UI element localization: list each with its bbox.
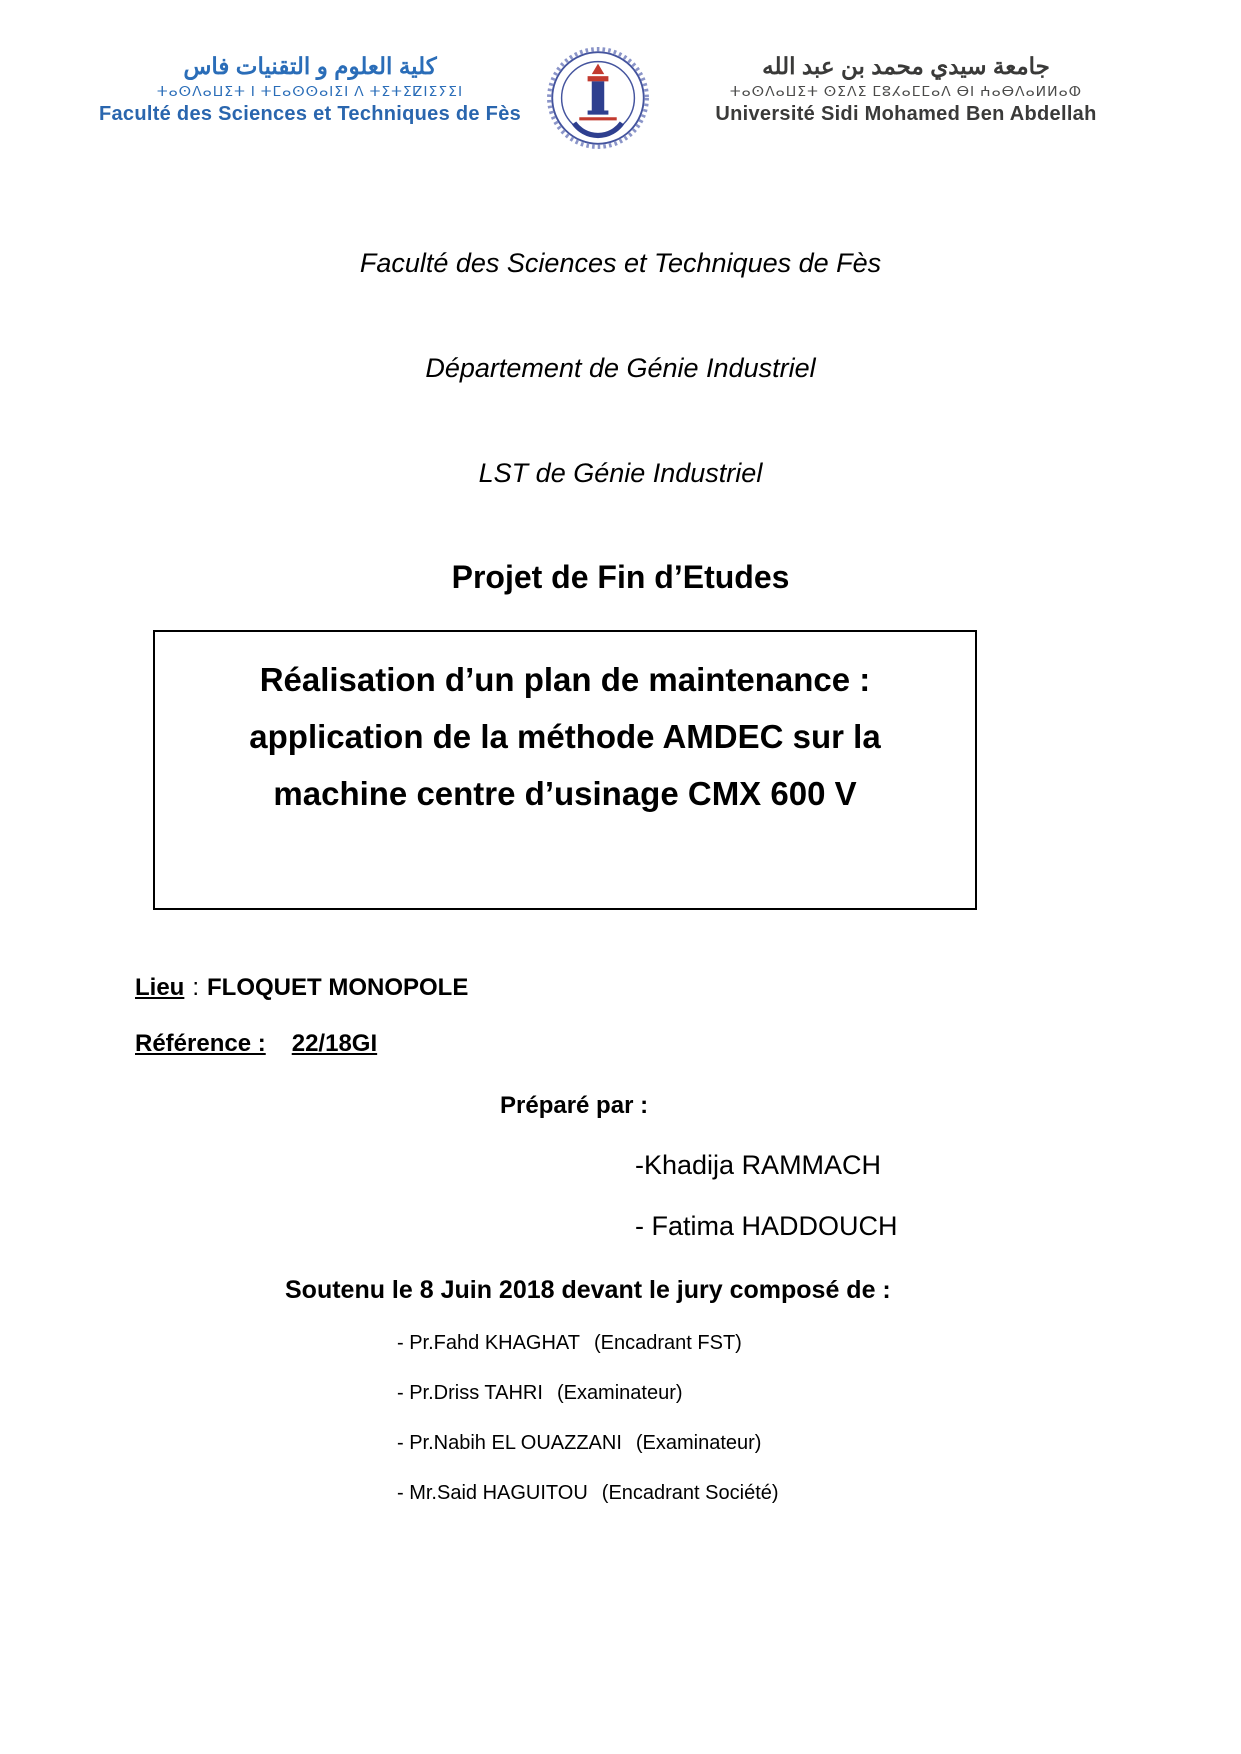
usmba-french-text: Université Sidi Mohamed Ben Abdellah <box>715 103 1097 126</box>
reference-label: Référence : <box>135 1030 266 1058</box>
jury-member-name: - Mr.Said HAGUITOU <box>397 1482 588 1505</box>
jury-member-role: (Encadrant FST) <box>594 1332 742 1355</box>
title-page-content <box>0 248 1241 1505</box>
reference-line <box>135 1030 1106 1058</box>
lieu-separator: : <box>192 974 200 1002</box>
lieu-line <box>135 974 1106 1002</box>
program-line: LST de Génie Industriel <box>478 458 763 488</box>
author-2: - Fatima HADDOUCH <box>635 1211 898 1242</box>
jury-member-role: (Encadrant Société) <box>601 1482 779 1505</box>
jury-member-2 <box>397 1382 1106 1405</box>
fst-tifinagh-text: ⵜⴰⵙⴷⴰⵡⵉⵜ ⵏ ⵜⵎⴰⵙⵙⴰⵏⵉⵏ ⴷ ⵜⵉⵜⵉⵇⵏⵉⵢⵉⵏ <box>156 82 464 99</box>
jury-member-name: - Pr.Fahd KHAGHAT <box>397 1332 581 1355</box>
jury-member-name: - Pr.Nabih EL OUAZZANI <box>397 1432 622 1455</box>
usmba-tifinagh-text: ⵜⴰⵙⴷⴰⵡⵉⵜ ⵙⵉⴷⵉ ⵎⵓⵃⴰⵎⵎⴰⴷ ⴱⵏ ⵄⴰⴱⴷⴰⵍⵍⴰⵀ <box>729 82 1083 99</box>
fst-logo-block <box>90 52 530 127</box>
lieu-label: Lieu <box>135 974 185 1002</box>
project-title: Réalisation d’un plan de maintenance : application de la méthode AMDEC sur la machine centre d’usinage CMX 600 V <box>249 661 881 812</box>
university-seal-icon <box>543 46 653 150</box>
jury-member-1 <box>397 1332 1106 1355</box>
jury-member-4 <box>397 1482 1106 1505</box>
lieu-value: FLOQUET MONOPOLE <box>207 974 469 1002</box>
jury-member-role: (Examinateur) <box>635 1432 762 1455</box>
jury-intro-line: Soutenu le 8 Juin 2018 devant le jury composé de : <box>285 1276 891 1305</box>
jury-member-3 <box>397 1432 1106 1455</box>
project-title-box <box>153 630 977 910</box>
letterhead <box>0 0 1241 150</box>
department-line: Département de Génie Industriel <box>425 353 816 383</box>
faculty-line: Faculté des Sciences et Techniques de Fès <box>359 248 882 278</box>
document-type-heading: Projet de Fin d’Etudes <box>451 559 790 595</box>
usmba-arabic-text: جامعة سيدي محمد بن عبد الله <box>762 53 1050 79</box>
fst-arabic-text: كلية العلوم و التقنيات فاس <box>183 53 437 79</box>
prepared-by-label: Préparé par : <box>500 1092 649 1120</box>
fst-french-text: Faculté des Sciences et Techniques de Fès <box>98 103 522 126</box>
author-1: -Khadija RAMMACH <box>635 1150 882 1181</box>
reference-value: 22/18GI <box>291 1030 378 1058</box>
usmba-logo-block <box>666 52 1146 127</box>
jury-member-role: (Examinateur) <box>556 1382 683 1405</box>
jury-member-name: - Pr.Driss TAHRI <box>397 1382 543 1405</box>
